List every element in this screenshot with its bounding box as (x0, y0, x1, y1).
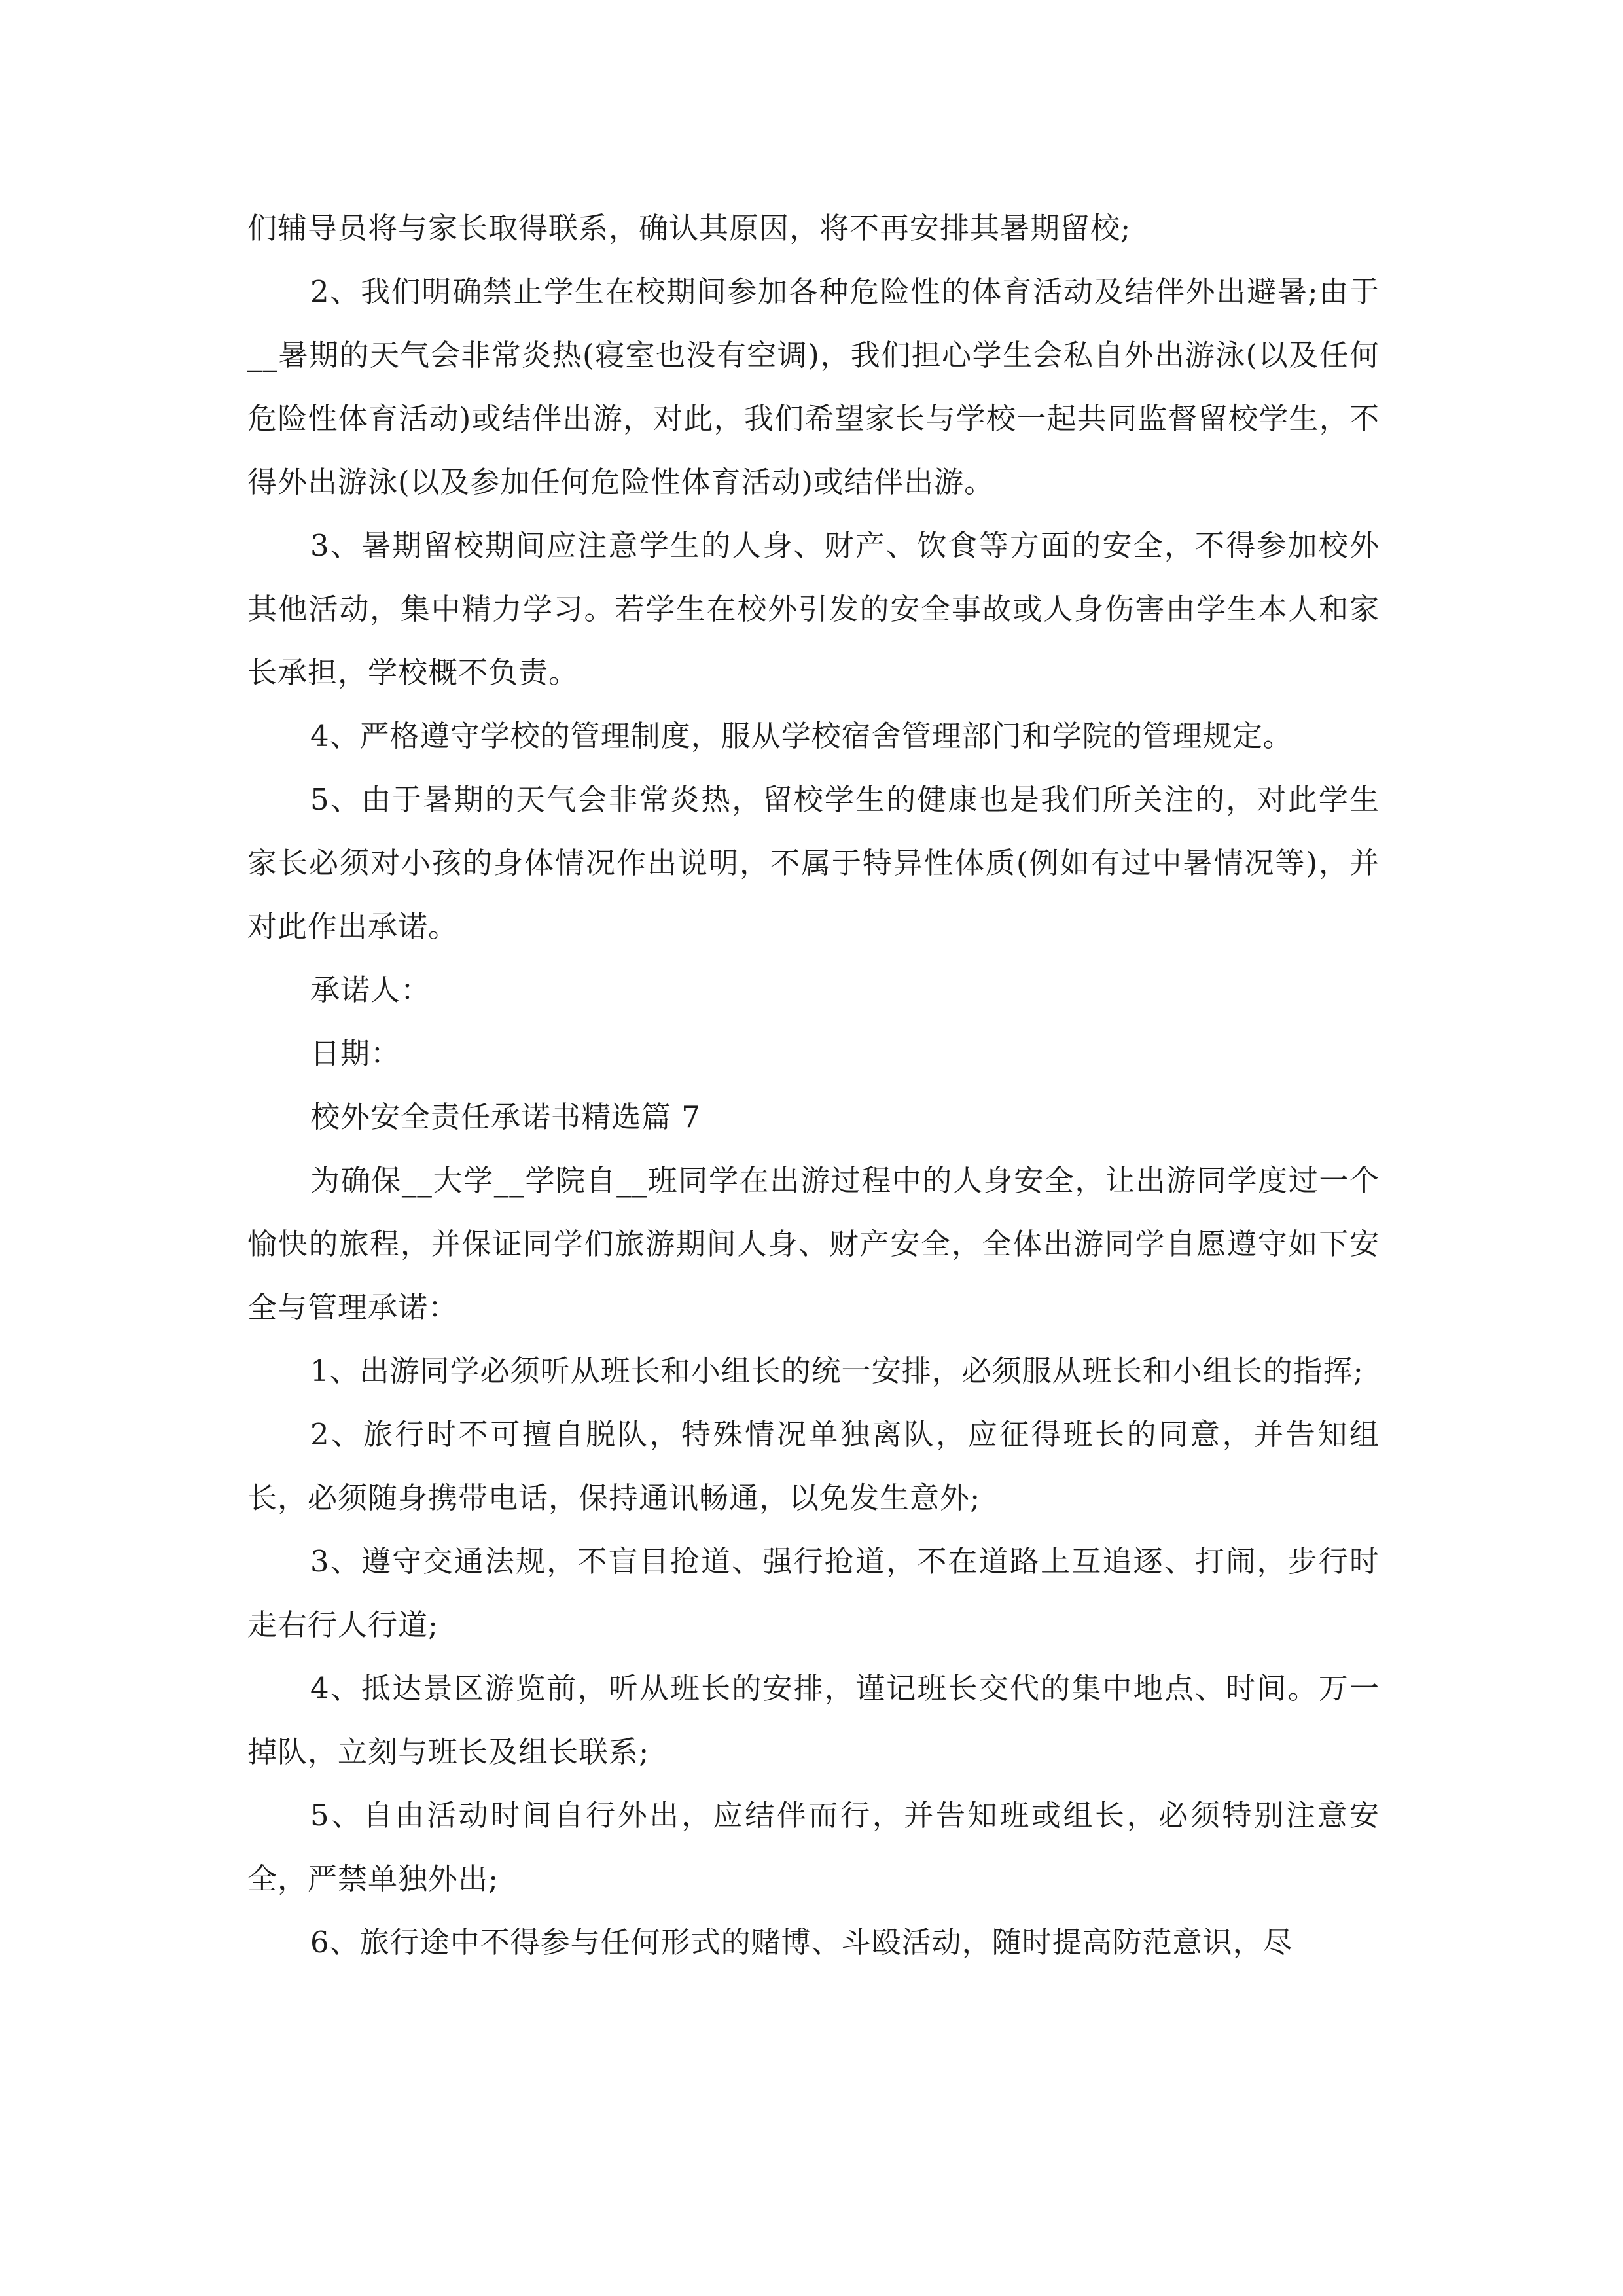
paragraph-item-2-activities: 2、我们明确禁止学生在校期间参加各种危险性的体育活动及结伴外出避暑;由于__暑期的天气会非常炎热(寝室也没有空调)，我们担心学生会私自外出游泳(以及任何危险性体育活动)或结伴出游，对此，我们希望家长与学校一起共同监督留校学生，不得外出游泳(以及参加任何危险性体育活动)或结伴出游。 (247, 274, 1380, 499)
paragraph-item-5-health: 5、由于暑期的天气会非常炎热，留校学生的健康也是我们所关注的，对此学生家长必须对小孩的身体情况作出说明，不属于特异性体质(例如有过中暑情况等)，并对此作出承诺。 (247, 782, 1380, 944)
paragraph-item-3-safety: 3、暑期留校期间应注意学生的人身、财产、饮食等方面的安全，不得参加校外其他活动，集中精力学习。若学生在校外引发的安全事故或人身伤害由学生本人和家长承担，学校概不负责。 (247, 528, 1380, 690)
paragraph-rule-4: 4、抵达景区游览前，听从班长的安排，谨记班长交代的集中地点、时间。万一掉队，立刻与班长及组长联系; (247, 1671, 1380, 1769)
paragraph-rule-5: 5、自由活动时间自行外出，应结伴而行，并告知班或组长，必须特别注意安全，严禁单独外出; (247, 1798, 1380, 1896)
paragraph-rule-6: 6、旅行途中不得参与任何形式的赌博、斗殴活动，随时提高防范意识，尽 (310, 1925, 1293, 1960)
paragraph-rule-3: 3、遵守交通法规，不盲目抢道、强行抢道，不在道路上互追逐、打闹，步行时走右行人行道; (247, 1544, 1380, 1642)
section-title: 校外安全责任承诺书精选篇 7 (310, 1100, 701, 1134)
paragraph-rule-1: 1、出游同学必须听从班长和小组长的统一安排，必须服从班长和小组长的指挥; (310, 1354, 1364, 1388)
paragraph-rule-2: 2、旅行时不可擅自脱队，特殊情况单独离队，应征得班长的同意，并告知组长，必须随身携带电话，保持通讯畅通，以免发生意外; (247, 1417, 1380, 1515)
date-label: 日期： (310, 1036, 401, 1071)
document-body (247, 196, 1380, 1974)
paragraph-item-4-rules: 4、严格遵守学校的管理制度，服从学校宿舍管理部门和学院的管理规定。 (310, 719, 1293, 753)
paragraph-intro: 为确保__大学__学院自__班同学在出游过程中的人身安全，让出游同学度过一个愉快的旅程，并保证同学们旅游期间人身、财产安全，全体出游同学自愿遵守如下安全与管理承诺： (247, 1163, 1380, 1325)
promisor-label: 承诺人： (310, 973, 431, 1007)
paragraph-continuation: 们辅导员将与家长取得联系，确认其原因，将不再安排其暑期留校; (247, 211, 1132, 245)
